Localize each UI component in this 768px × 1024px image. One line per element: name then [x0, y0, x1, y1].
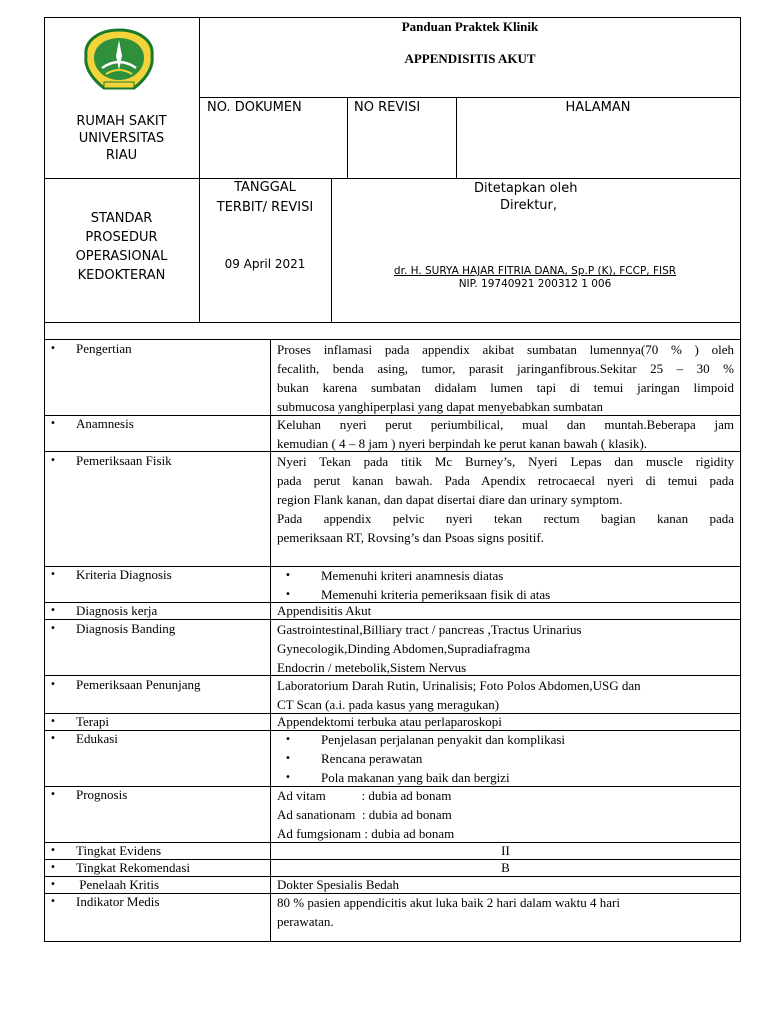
director-name: dr. H. SURYA HAJAR FITRIA DANA, Sp.P (K), FCCP, FISR [393, 265, 677, 277]
tanggal-value: 09 April 2021 [224, 257, 306, 271]
sop-title: STANDAR PROSEDUR OPERASIONAL KEDOKTERAN [75, 211, 168, 283]
row-label: Diagnosis Banding [76, 621, 176, 636]
list-item: Penjelasan perjalanan penyakit dan komplikasi [321, 732, 566, 747]
tanggal-label: TANGGAL TERBIT/ REVISI [216, 180, 314, 215]
row-label: Pemeriksaan Fisik [76, 453, 172, 468]
row-label: Tingkat Evidens [76, 843, 162, 858]
director-nip: NIP. 19740921 200312 1 006 [458, 278, 612, 290]
row-label: Tingkat Rekomendasi [76, 860, 190, 875]
row-label: Anamnesis [76, 416, 134, 431]
row-label: Penelaah Kritis [76, 877, 160, 892]
row-label: Edukasi [76, 731, 118, 746]
row-label: Kriteria Diagnosis [76, 567, 172, 582]
halaman-label: HALAMAN [565, 100, 631, 115]
row-label: Pemeriksaan Penunjang [76, 677, 201, 692]
row-label: Pengertian [76, 341, 132, 356]
hospital-logo [80, 26, 158, 92]
list-item: Rencana perawatan [321, 751, 423, 766]
hospital-name: RUMAH SAKIT UNIVERSITAS RIAU [76, 114, 167, 163]
list-item: Memenuhi kriteri anamnesis diatas [321, 568, 504, 583]
list-item: Pola makanan yang baik dan bergizi [321, 770, 510, 785]
no-revisi-label: NO REVISI [354, 100, 421, 115]
no-dokumen-label: NO. DOKUMEN [207, 100, 302, 115]
document-title: APPENDISITIS AKUT [404, 51, 536, 66]
list-item: Memenuhi kriteria pemeriksaan fisik di atas [321, 587, 551, 602]
document-type: Panduan Praktek Klinik [401, 19, 539, 34]
row-label: Prognosis [76, 787, 128, 802]
row-label: Indikator Medis [76, 894, 160, 909]
row-label: Diagnosis kerja [76, 603, 158, 618]
row-label: Terapi [76, 714, 110, 729]
ditetapkan-label: Ditetapkan oleh Direktur, [474, 181, 578, 213]
